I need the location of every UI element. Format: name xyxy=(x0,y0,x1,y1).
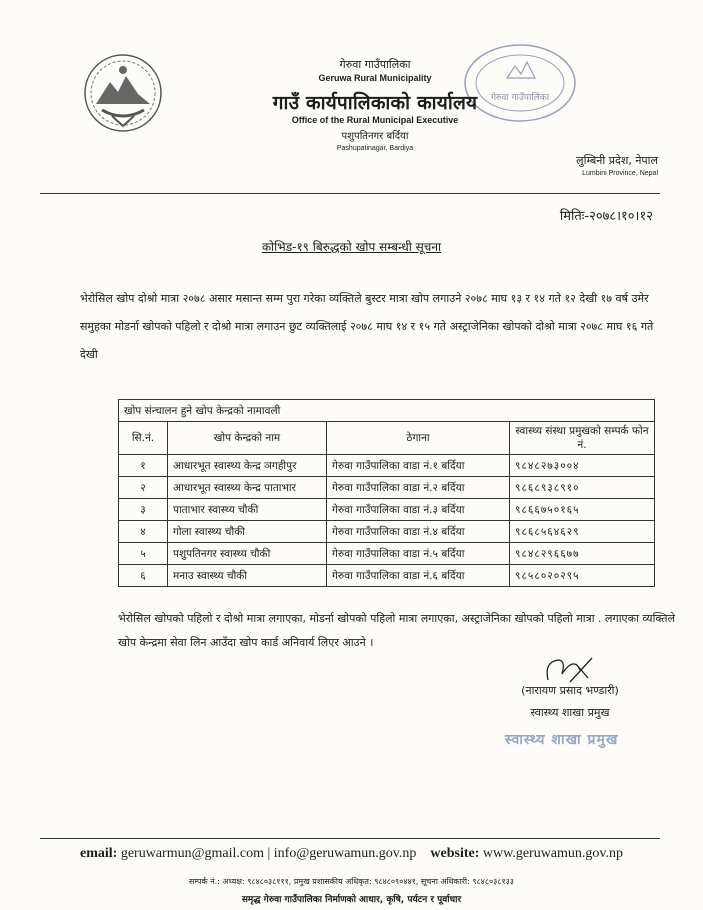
notice-title xyxy=(0,238,703,255)
cell-center-name: मनाउ स्वास्थ्य चौकी xyxy=(168,565,327,587)
cell-phone: ९८४८२९६६७७ xyxy=(510,543,655,565)
website-label: website: xyxy=(430,846,480,861)
cell-address: गेरुवा गाउँपालिका वाडा नं.५ बर्दिया xyxy=(327,543,510,565)
cell-phone: ९८६८९३८९१० xyxy=(510,477,655,499)
header-address: ठेगाना xyxy=(327,422,510,455)
seal-text: गेरुवा गाउँपालिका xyxy=(490,93,550,103)
province-en: Lumbini Province, Nepal xyxy=(582,170,658,177)
cell-sn: ६ xyxy=(119,565,168,587)
municipality-name-en: Geruwa Rural Municipality xyxy=(318,73,432,83)
address-np: पशुपतिनगर बर्दिया xyxy=(341,131,409,142)
header-phone: स्वास्थ्य संस्था प्रमुखको सम्पर्क फोन नं. xyxy=(510,422,655,455)
table-row xyxy=(119,477,655,499)
cell-sn: ४ xyxy=(119,521,168,543)
signatory-designation: स्वास्थ्य शाखा प्रमुख xyxy=(530,706,610,719)
signatory-name: (नारायण प्रसाद भण्डारी) xyxy=(521,684,619,697)
signature-icon xyxy=(540,652,600,687)
table-caption-row xyxy=(119,400,655,422)
cell-sn: ५ xyxy=(119,543,168,565)
footer-contact-line xyxy=(0,846,703,862)
table-row xyxy=(119,565,655,587)
cell-center-name: पशुपतिनगर स्वास्थ्य चौकी xyxy=(168,543,327,565)
nepal-emblem-icon xyxy=(82,52,164,134)
cell-phone: ९८६८५६४६२९ xyxy=(510,521,655,543)
email-label: email: xyxy=(80,846,118,861)
cell-phone: ९८५८०२०२९५ xyxy=(510,565,655,587)
cell-phone: ९८४८२७३००४ xyxy=(510,455,655,477)
cell-center-name: पाताभार स्वास्थ्य चौकी xyxy=(168,499,327,521)
designation-stamp: स्वास्थ्य शाखा प्रमुख xyxy=(505,732,619,748)
table-row xyxy=(119,455,655,477)
header-sn: सि.नं. xyxy=(119,422,168,455)
cell-phone: ९८६६७५०१६५ xyxy=(510,499,655,521)
notice-title-text: कोभिड-१९ बिरुद्धको खोप सम्बन्धी सूचना xyxy=(261,240,442,254)
table-row xyxy=(119,499,655,521)
footer-phone-line: सम्पर्क नं.: अध्यक्ष: ९८४८०३८१११, प्रमुख प्रशासकीय अधिकृत: ९८४८०९०४४१, सूचना अधिकारी: ९८४८०३८१३३ xyxy=(189,877,514,886)
cell-address: गेरुवा गाउँपालिका वाडा नं.१ बर्दिया xyxy=(327,455,510,477)
cell-sn: १ xyxy=(119,455,168,477)
cell-sn: ३ xyxy=(119,499,168,521)
cell-address: गेरुवा गाउँपालिका वाडा नं.२ बर्दिया xyxy=(327,477,510,499)
vaccination-centers-table xyxy=(118,399,655,587)
address-en: Pashupatinagar, Bardiya xyxy=(336,145,414,152)
cell-sn: २ xyxy=(119,477,168,499)
table-caption: खोप संन्चालन हुने खोप केन्द्रको नामावली xyxy=(119,400,655,422)
cell-address: गेरुवा गाउँपालिका वाडा नं.३ बर्दिया xyxy=(327,499,510,521)
municipality-name-np: गेरुवा गाउँपालिका xyxy=(339,58,411,71)
email-value[interactable]: geruwarmun@gmail.com | info@geruwamun.gov.np xyxy=(120,846,417,861)
cell-center-name: आधारभूत स्वास्थ्य केन्द्र पाताभार xyxy=(168,477,327,499)
cell-address: गेरुवा गाउँपालिका वाडा नं.४ बर्दिया xyxy=(327,521,510,543)
header-center-name: खोप केन्द्रको नाम xyxy=(168,422,327,455)
footer-divider xyxy=(40,838,660,839)
office-name-en: Office of the Rural Municipal Executive xyxy=(291,115,459,125)
website-value[interactable]: www.geruwamun.gov.np xyxy=(482,846,623,861)
table-row xyxy=(119,521,655,543)
letter-date: मितिः-२०७८।१०।१२ xyxy=(559,209,653,224)
header-divider xyxy=(40,193,660,194)
cell-center-name: गोला स्वास्थ्य चौकी xyxy=(168,521,327,543)
table-header-row xyxy=(119,422,655,455)
notice-paragraph-2: भेरोसिल खोपको पहिलो र दोश्रो मात्रा लगाएका, मोडर्ना खोपको पहिलो मात्रा लगाएका, अस्ट्राजेनिका खोपको पहिलो मात्रा . लगाएका व्यक्तिले खोप केन्द्रमा सेवा लिन आउँदा खोप कार्ड अनिवार्य लिएर आउने । xyxy=(118,612,676,649)
office-name-np: गाउँ कार्यपालिकाको कार्यालय xyxy=(272,92,478,114)
footer-slogan: समृद्ध गेरुवा गाउँपालिका निर्माणको आधार, कृषि, पर्यटन र पूर्वाधार xyxy=(241,895,462,905)
table-row xyxy=(119,543,655,565)
cell-address: गेरुवा गाउँपालिका वाडा नं.६ बर्दिया xyxy=(327,565,510,587)
province-np: लुम्बिनी प्रदेश, नेपाल xyxy=(576,154,658,167)
cell-center-name: आधारभूत स्वास्थ्य केन्द्र ञगहीपुर xyxy=(168,455,327,477)
notice-paragraph-1: भेरोसिल खोप दोश्रो मात्रा २०७८ असार मसान्त सम्म पुरा गरेका व्यक्तिले बुस्टर मात्रा खोप लगाउने २०७८ माघ १३ र १४ गते १२ देखी १७ वर्ष उमेर समुहका मोडर्ना खोपको पहिलो र दोश्रो मात्रा लगाउन छुट व्यक्तिलाई २०७८ माघ १४ र १५ गते अस्ट्राजेनिका खोपको दोश्रो मात्रा २०७८ माघ १६ गते देखी xyxy=(80,292,654,361)
